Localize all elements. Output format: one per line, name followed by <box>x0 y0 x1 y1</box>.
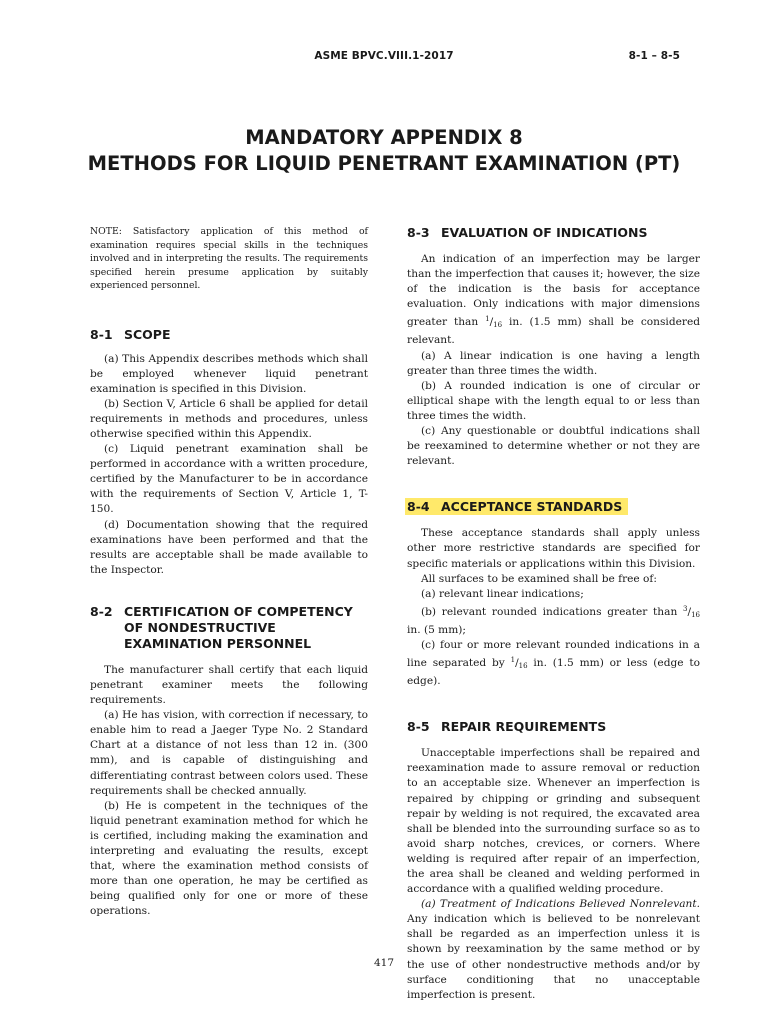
fraction-numerator: 3 <box>683 604 688 613</box>
section-8-3-heading <box>407 225 700 241</box>
section-title: SCOPE <box>124 326 171 342</box>
section-title: REPAIR REQUIREMENTS <box>441 719 607 735</box>
text-run: (b) relevant rounded indications greater than <box>421 605 684 618</box>
running-header-range: 8-1 – 8-5 <box>628 50 680 62</box>
page-title <box>0 125 768 177</box>
note: NOTE: Satisfactory application of this method of examination requires special skills in the techniques involved and in interpreting the results. The requirements specified herein presume application by suitably experienced personnel. <box>90 226 368 291</box>
paragraph-8-4-b <box>407 602 700 638</box>
section-8-1-heading <box>90 327 368 343</box>
paragraph-8-4-free: All surfaces to be examined shall be free of: <box>421 572 657 585</box>
text-run: in. (1.5 mm) shall be considered relevant. <box>407 316 700 347</box>
paragraph-8-2-intro: The manufacturer shall certify that each liquid penetrant examiner meets the following requirements. <box>90 663 368 707</box>
text-run: (c) four or more relevant rounded indications in a line separated by <box>407 638 700 670</box>
section-number: 8-2 <box>90 603 113 619</box>
paragraph-8-5-intro: Unacceptable imperfections shall be repaired and reexamination made to assure removal or reduction to an acceptable size. Whenever an imperfection is repaired by chipping or grinding and subsequent repair by welding is not required, the excavated area shall be blended into the surrounding surface so as to avoid sharp notches, crevices, or corners. Where welding is required after repair of an imperfection, the area shall be cleaned and welding performed in accordance with a qualified welding procedure. <box>407 747 700 896</box>
section-number: 8-1 <box>90 326 113 342</box>
section-title: CERTIFICATION OF COMPETENCY OF NONDESTRUCTIVE EXAMINATION PERSONNEL <box>124 603 353 651</box>
text-run: in. (1.5 mm) or less (edge to edge). <box>407 657 700 688</box>
fraction-numerator: 1 <box>510 656 516 665</box>
section-8-2-heading <box>90 604 368 652</box>
running-header-code: ASME BPVC.VIII.1-2017 <box>314 50 454 62</box>
section-number: 8-4 <box>407 499 430 515</box>
fraction-numerator: 1 <box>485 315 490 324</box>
paragraph-8-4-intro: These acceptance standards shall apply unless other more restrictive standards are specified for specific materials or applications within this Division. <box>407 527 700 570</box>
section-number: 8-3 <box>407 225 430 240</box>
highlight-mark <box>405 498 628 515</box>
fraction-denominator: 16 <box>691 610 700 619</box>
paragraph-8-1-d: (d) Documentation showing that the required examinations have been performed and that the results are acceptable shall be made available to the Inspector. <box>90 518 368 576</box>
right-column <box>407 225 700 1003</box>
fraction-denominator: 16 <box>518 662 528 671</box>
fraction-denominator: 16 <box>493 321 503 330</box>
paragraph-8-3-a: (a) A linear indication is one having a length greater than three times the width. <box>407 349 700 377</box>
paragraph-8-3-intro <box>407 252 700 349</box>
title-line-2: METHODS FOR LIQUID PENETRANT EXAMINATION (PT) <box>87 152 681 175</box>
section-title: EVALUATION OF INDICATIONS <box>441 225 648 240</box>
fraction-one-sixteenth: $^1/_{16}$ <box>510 656 528 671</box>
paragraph-8-1-c: (c) Liquid penetrant examination shall be performed in accordance with a written procedure, certified by the Manufacturer to be in accordance with the requirements of Section V, Article 1, T-150. <box>90 443 368 516</box>
text-run: An indication of an imperfection may be larger than the imperfection that causes it; however, the size of the indication is the basis for acceptance evaluation. Only indications with major dimensions greater than <box>407 253 700 329</box>
fraction-one-sixteenth: $^1/_{16}$ <box>485 315 503 330</box>
title-line-1: MANDATORY APPENDIX 8 <box>245 126 523 149</box>
text-run: Any indication which is believed to be nonrelevant shall be regarded as an imperfection unless it is shown by reexamination by the same method or by the use of other nondestructive methods and/or by surface conditioning that no unacceptable imperfection is present. <box>407 913 700 1001</box>
left-column <box>90 225 368 920</box>
section-8-4-heading <box>407 499 700 515</box>
paragraph-8-2-b: (b) He is competent in the techniques of the liquid penetrant examination method for which he is certified, including making the examination and interpreting and evaluating the results, except that, where the examination method consists of more than one operation, he may be certified as being qualified only for one or more of these operations. <box>90 799 368 918</box>
paragraph-8-3-b: (b) A rounded indication is one of circular or elliptical shape with the length equal to or less than three times the width. <box>407 379 700 422</box>
section-number: 8-5 <box>407 719 430 735</box>
paragraph-8-4-c <box>407 638 700 689</box>
paragraph-8-1-a: (a) This Appendix describes methods which shall be employed whenever liquid penetrant examination is specified in this Division. <box>90 352 368 395</box>
paragraph-8-2-a: (a) He has vision, with correction if necessary, to enable him to read a Jaeger Type No. 2 Standard Chart at a distance of not less than 12 in. (300 mm), and is capable of distinguishing and differentiating contrast between colors used. These requirements shall be checked annually. <box>90 709 368 797</box>
text-run: in. (5 mm); <box>407 623 466 636</box>
fraction-three-sixteenths: $^3/_{16}$ <box>683 604 700 619</box>
paragraph-8-4-a: (a) relevant linear indications; <box>421 587 584 600</box>
paragraph-label: (a) Treatment of Indications Believed Nonrelevant. <box>421 898 700 911</box>
paragraph-8-5-a <box>407 897 700 1003</box>
paragraph-8-3-c: (c) Any questionable or doubtful indications shall be reexamined to determine whether or not they are relevant. <box>407 425 700 468</box>
section-title: ACCEPTANCE STANDARDS <box>441 499 623 515</box>
section-8-5-heading <box>407 719 700 735</box>
paragraph-8-1-b: (b) Section V, Article 6 shall be applied for detail requirements in methods and procedures, unless otherwise specified within this Appendix. <box>90 397 368 440</box>
page-number: 417 <box>373 957 395 969</box>
